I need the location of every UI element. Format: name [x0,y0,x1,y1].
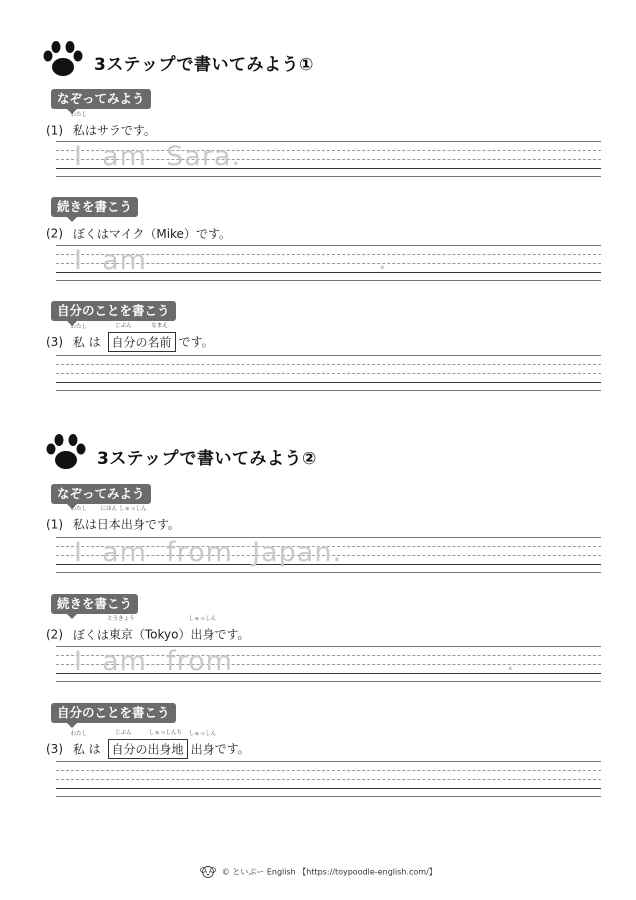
writing-lines[interactable] [56,355,601,391]
paw-print-icon [45,433,87,471]
section-title: 3ステップで書いてみよう① [94,55,314,75]
writing-lines[interactable] [56,761,601,797]
question-3: (3) わたし 私 は じぶん 自分の なまえ 名前 です。 [46,332,214,348]
trace-text: I am [74,245,147,276]
trace-period: . [378,245,388,276]
kanji-text: 私 [72,123,85,138]
trace-badge: なぞってみよう [51,89,151,109]
poodle-logo-icon [199,864,217,880]
answer-hint-box: じぶん 自分の なまえ 名前 [108,332,176,352]
ruby-word [70,112,88,139]
question-2 [46,225,231,241]
own-badge: 自分のことを書こう [51,703,176,723]
writing-lines[interactable] [56,141,601,177]
trace-text: I am Sara. [74,141,242,172]
answer-hint-box: じぶん 自分の しゅっしんち 出身地 [108,739,188,759]
continue-badge: 続きを書こう [51,594,138,614]
trace-text: I am from [74,646,233,677]
section-title: 3ステップで書いてみよう② [97,449,317,469]
site-url[interactable]: 【https://toypoodle-english.com/】 [298,867,437,877]
own-badge: 自分のことを書こう [51,301,176,321]
trace-period: . [506,646,516,677]
question-2: (2) ぼくは とうきょう 東京（Tokyo） しゅっしん 出身です。 [46,616,250,642]
trace-text: I am from Japan. [74,537,343,568]
question-number: (2) [46,226,63,241]
ruby-word: わたし 私 [70,323,88,350]
writing-lines[interactable] [56,646,601,682]
footer [0,864,636,880]
question-1: (1) わたし 私は にほん 日本 しゅっしん 出身です。 [46,506,180,532]
trace-badge: なぞってみよう [51,484,151,504]
question-number: (1) [46,123,63,138]
copyright-symbol: © [221,867,230,877]
paw-print-icon [42,40,84,78]
question-number: (3) [46,335,63,349]
sentence-text: ぼくはマイク（Mike）です。 [72,226,231,241]
ruby-reading: わたし [70,112,88,119]
sentence-text: はサラです。 [84,123,156,138]
question-1 [46,112,156,138]
writing-lines[interactable] [56,245,601,281]
question-3: (3) わたし 私 は じぶん 自分の しゅっしんち 出身地 しゅっしん 出身です。 [46,739,250,755]
brand-name: といぷー English [232,867,296,877]
continue-badge: 続きを書こう [51,197,138,217]
writing-lines[interactable] [56,537,601,573]
